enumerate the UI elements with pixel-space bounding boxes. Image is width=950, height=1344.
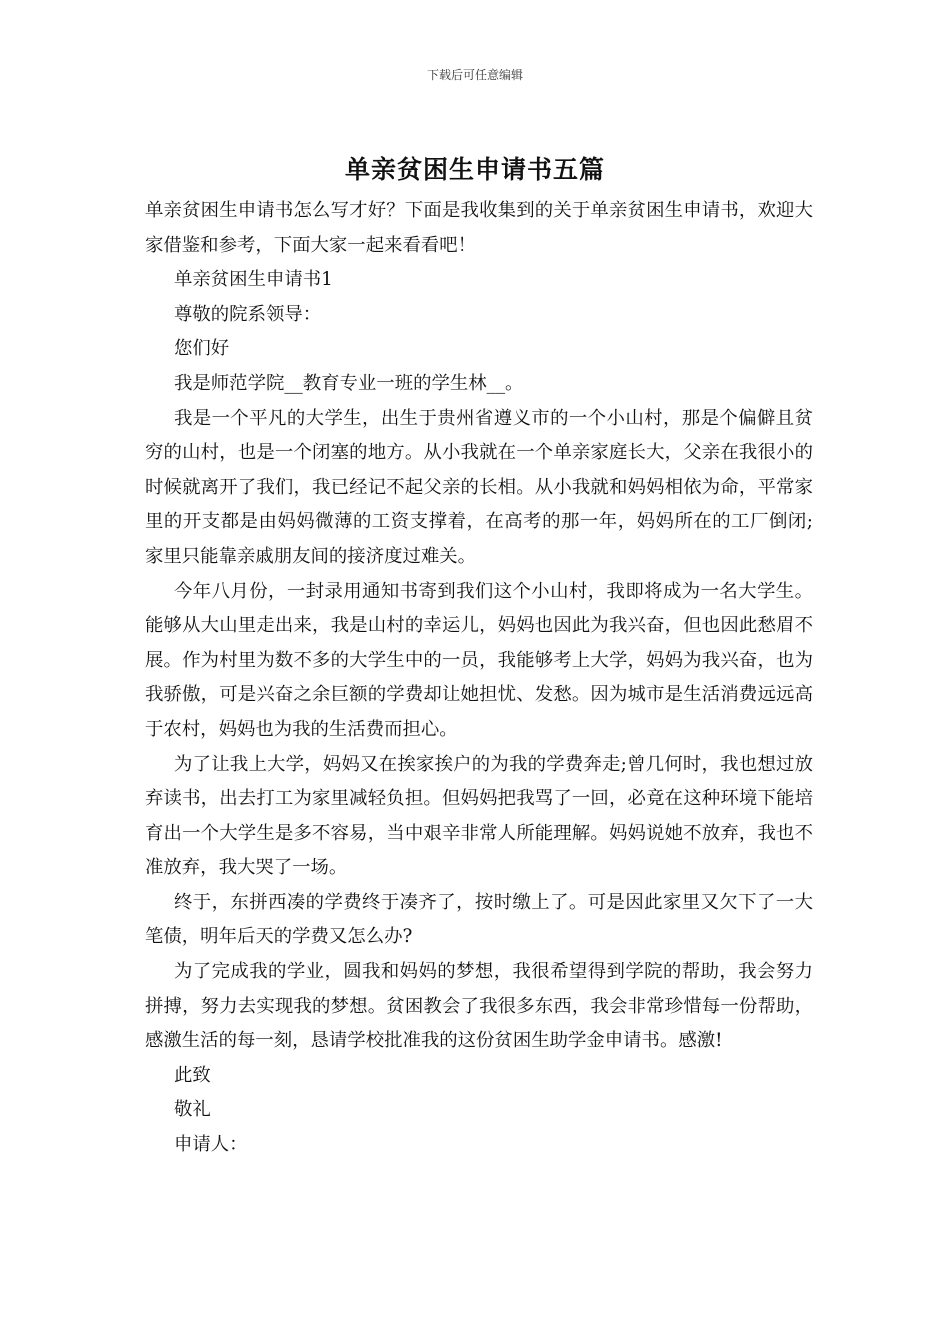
greeting: 您们好 bbox=[174, 338, 230, 360]
closing-line: 敬礼 bbox=[174, 1099, 211, 1121]
body-paragraph: 终于，东拼西凑的学费终于凑齐了，按时缴上了。可是因此家里又欠下了一大笔债，明年后天的学费又怎么办? bbox=[145, 891, 813, 948]
body-paragraph: 今年八月份，一封录用通知书寄到我们这个小山村，我即将成为一名大学生。能够从大山里走出来，我是山村的幸运儿，妈妈也因此为我兴奋，但也因此愁眉不展。作为村里为数不多的大学生中的一员，我能够考上大学，妈妈为我兴奋，也为我骄傲，可是兴奋之余巨额的学费却让她担忧、发愁。因为城市是生活消费远远高于农村，妈妈也为我的生活费而担心。 bbox=[145, 580, 813, 740]
body-paragraph: 我是一个平凡的大学生，出生于贵州省遵义市的一个小山村，那是个偏僻且贫穷的山村，也是一个闭塞的地方。从小我就在一个单亲家庭长大，父亲在我很小的时候就离开了我们，我已经记不起父亲的长相。从小我就和妈妈相依为命，平常家里的开支都是由妈妈微薄的工资支撑着，在高考的那一年，妈妈所在的工厂倒闭;家里只能靠亲戚朋友间的接济度过难关。 bbox=[145, 407, 813, 567]
intro-paragraph: 单亲贫困生申请书怎么写才好？下面是我收集到的关于单亲贫困生申请书，欢迎大家借鉴和参考，下面大家一起来看看吧！ bbox=[145, 200, 813, 256]
header-note: 下载后可任意编辑 bbox=[426, 68, 523, 82]
body-paragraph: 我是师范学院__教育专业一班的学生林__。 bbox=[174, 372, 524, 394]
closing-line: 此致 bbox=[174, 1064, 211, 1086]
salutation: 尊敬的院系领导： bbox=[174, 303, 322, 325]
document-title: 单亲贫困生申请书五篇 bbox=[344, 155, 605, 184]
document-body bbox=[145, 194, 813, 1163]
section-heading: 单亲贫困生申请书1 bbox=[174, 269, 333, 291]
body-paragraph: 为了完成我的学业，圆我和妈妈的梦想，我很希望得到学院的帮助，我会努力拼搏，努力去实现我的梦想。贫困教会了我很多东西，我会非常珍惜每一份帮助，感激生活的每一刻，恳请学校批准我的这份贫困生助学金申请书。感激! bbox=[145, 961, 813, 1052]
signature-line: 申请人： bbox=[174, 1134, 248, 1156]
body-paragraph: 为了让我上大学，妈妈又在挨家挨户的为我的学费奔走;曾几何时，我也想过放弃读书，出去打工为家里减轻负担。但妈妈把我骂了一回，必竟在这种环境下能培育出一个大学生是多不容易，当中艰辛非常人所能理解。妈妈说她不放弃，我也不准放弃，我大哭了一场。 bbox=[145, 753, 813, 879]
